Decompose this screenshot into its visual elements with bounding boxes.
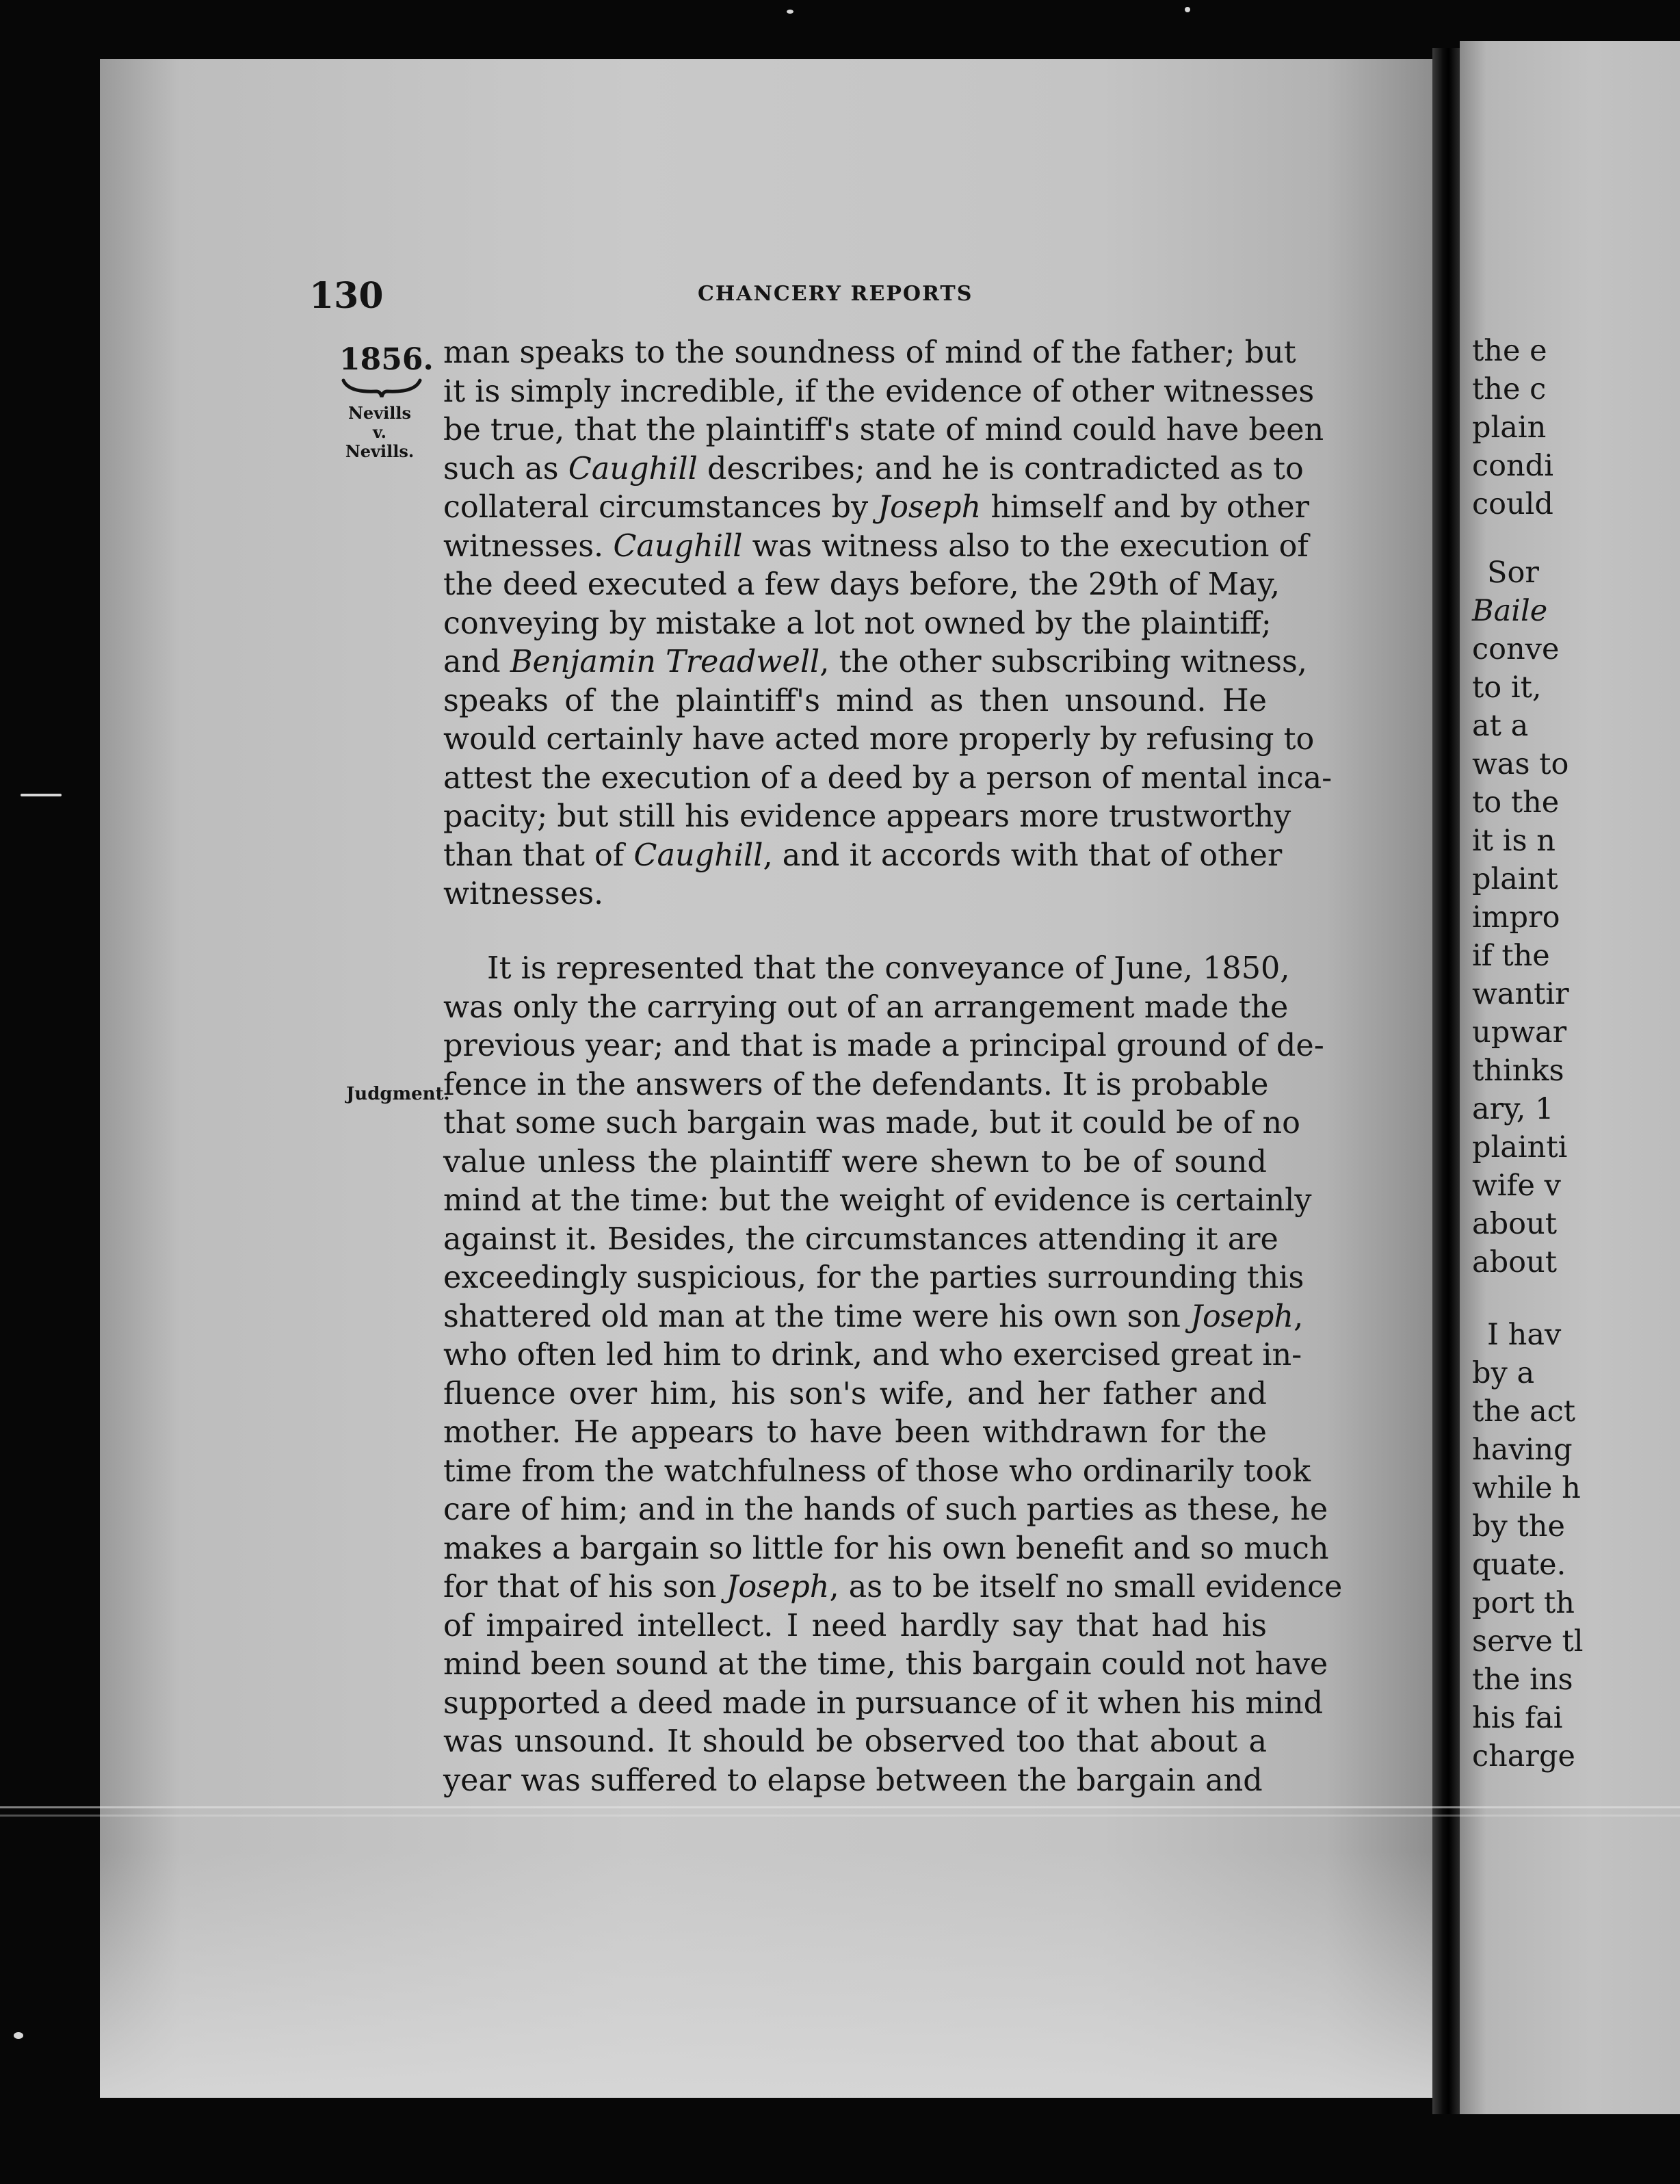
text-line: shattered old man at the time were his own son Joseph — [443, 1299, 1294, 1334]
text-line: attest the execution of a deed by a person of mental inca- — [443, 760, 1333, 796]
text-line: fluence over him, his son's wife, and her father and — [443, 1376, 1267, 1412]
right-page-line: to it, — [1472, 671, 1542, 705]
right-page-line: upwar — [1472, 1015, 1567, 1050]
text-line: collateral circumstances by Joseph himself and by other — [443, 490, 1309, 525]
text-line: who often led him to drink, and who exercised great in- — [443, 1338, 1302, 1373]
text-line: time from the watchfulness of those who ordinarily took — [443, 1453, 1311, 1489]
right-page-line: Sor — [1487, 556, 1539, 590]
dust-speck — [14, 2032, 23, 2039]
text-line: year was suffered to elapse between the bargain and — [443, 1763, 1263, 1798]
dust-speck — [1185, 7, 1190, 12]
case-versus: v. — [373, 422, 386, 442]
right-page-line: charge — [1472, 1739, 1575, 1773]
right-page-line: impro — [1472, 900, 1560, 935]
right-page-line: plainti — [1472, 1130, 1568, 1165]
text-line: it is simply incredible, if the evidence of other witnesses — [443, 374, 1315, 409]
text-line: was unsound. It should be observed too that about a — [443, 1724, 1267, 1759]
dust-speck — [21, 794, 62, 796]
right-page-line: if the — [1472, 939, 1550, 973]
text-line: exceedingly suspicious, for the parties surrounding this — [443, 1260, 1304, 1295]
right-page-line: having — [1472, 1433, 1573, 1467]
text-line: previous year; and that is made a principal ground of de- — [443, 1028, 1324, 1063]
text-line: care of him; and in the hands of such parties as these, he — [443, 1492, 1328, 1527]
text-line: that some such bargain was made, but it could be of no — [443, 1106, 1300, 1141]
text-line: was only the carrying out of an arrangement made the — [443, 989, 1289, 1025]
text-line: makes a bargain so little for his own benefit and so much — [443, 1531, 1329, 1566]
text-line: witnesses. — [443, 876, 604, 911]
right-page-line: the e — [1472, 334, 1547, 368]
right-page-line: the c — [1472, 372, 1547, 406]
page-number: 130 — [309, 275, 384, 317]
text-line: man speaks to the soundness of mind of the father; but — [443, 335, 1296, 370]
text-line: the deed executed a few days before, the 29th of May, — [443, 567, 1281, 602]
right-page-line: the act — [1472, 1394, 1576, 1429]
running-head: CHANCERY REPORTS — [698, 282, 973, 306]
text-line: such as Caughill describes; and he is contradicted as to — [443, 451, 1304, 486]
text-line: witnesses. Caughill was witness also to the execution of — [443, 528, 1309, 564]
body-paragraph-2 — [443, 950, 1343, 1800]
text-line: be true, that the plaintiff's state of mind could have been — [443, 413, 1324, 447]
text-line: would certainly have acted more properly by refusing to — [443, 722, 1315, 757]
text-line: supported a deed made in pursuance of it when his mind — [443, 1685, 1324, 1721]
text-line: mind at the time: but the weight of evidence is certainly — [443, 1183, 1312, 1218]
right-page-line: it is n — [1472, 824, 1556, 858]
text-line: mind been sound at the time, this bargain could not have — [443, 1647, 1328, 1682]
text-line: value unless the plaintiff were shewn to be of sound — [443, 1144, 1267, 1180]
text-line: than that of Caughill, and it accords with that of other — [443, 837, 1283, 873]
text-line: pacity; but still his evidence appears more trustworthy — [443, 799, 1291, 834]
margin-year: 1856. — [339, 342, 434, 377]
text-line: against it. Besides, the circumstances attending it are — [443, 1221, 1278, 1257]
right-page-line: his fai — [1472, 1701, 1563, 1735]
dust-speck — [787, 10, 793, 14]
text-line: mother. He appears to have been withdrawn for the — [443, 1415, 1267, 1450]
right-page-line: quate. — [1472, 1548, 1566, 1582]
text-line: for that of his son Joseph, as to be itself no small evidence — [443, 1570, 1343, 1604]
scan-artifact-line — [0, 1806, 1680, 1808]
right-page-line: at a — [1472, 709, 1529, 743]
text-line: and Benjamin Treadwell, the other subscribing witness, — [443, 645, 1307, 679]
right-page-line: I hav — [1487, 1318, 1562, 1352]
text-line: speaks of the plaintiff's mind as then unsound. He — [443, 683, 1267, 718]
right-page-line: plain — [1472, 411, 1547, 445]
text-line: It is represented that the conveyance of June, 1850, — [487, 951, 1290, 986]
right-page-line: wife v — [1472, 1169, 1561, 1203]
right-page-line: conve — [1472, 632, 1560, 666]
body-paragraph-1 — [443, 334, 1333, 914]
right-page-line: condi — [1472, 449, 1553, 483]
case-party-1: Nevills — [347, 403, 411, 423]
right-page-line: by a — [1472, 1356, 1535, 1390]
margin-case-name — [341, 404, 419, 461]
text-line: conveying by mistake a lot not owned by the plaintiff; — [443, 606, 1272, 641]
right-page-line: serve tl — [1472, 1624, 1584, 1659]
right-page-line: was to — [1472, 747, 1569, 781]
right-page-line: Baile — [1472, 594, 1548, 628]
brace-ornament — [342, 378, 421, 398]
right-page-line: could — [1472, 487, 1553, 521]
right-page-line: wantir — [1472, 977, 1569, 1011]
right-page-line: port th — [1472, 1586, 1575, 1620]
right-page-line: about — [1472, 1245, 1558, 1279]
right-page-line: thinks — [1472, 1054, 1564, 1088]
right-page-line: the ins — [1472, 1663, 1573, 1697]
right-page-line: while h — [1472, 1471, 1581, 1505]
case-party-2: Nevills. — [345, 441, 415, 461]
margin-judgment-label: Judgment. — [346, 1084, 450, 1104]
right-page-line: to the — [1472, 785, 1560, 820]
right-page-line: ary, 1 — [1472, 1092, 1554, 1126]
text-line: fence in the answers of the defendants. It is probable — [443, 1067, 1269, 1102]
right-page-line: by the — [1472, 1509, 1565, 1544]
scan-artifact-line — [0, 1815, 1680, 1817]
book-gutter — [1432, 48, 1460, 2114]
right-page-line: about — [1472, 1207, 1558, 1241]
right-page-line: plaint — [1472, 862, 1558, 896]
text-line: of impaired intellect. I need hardly say that had his — [443, 1608, 1267, 1643]
